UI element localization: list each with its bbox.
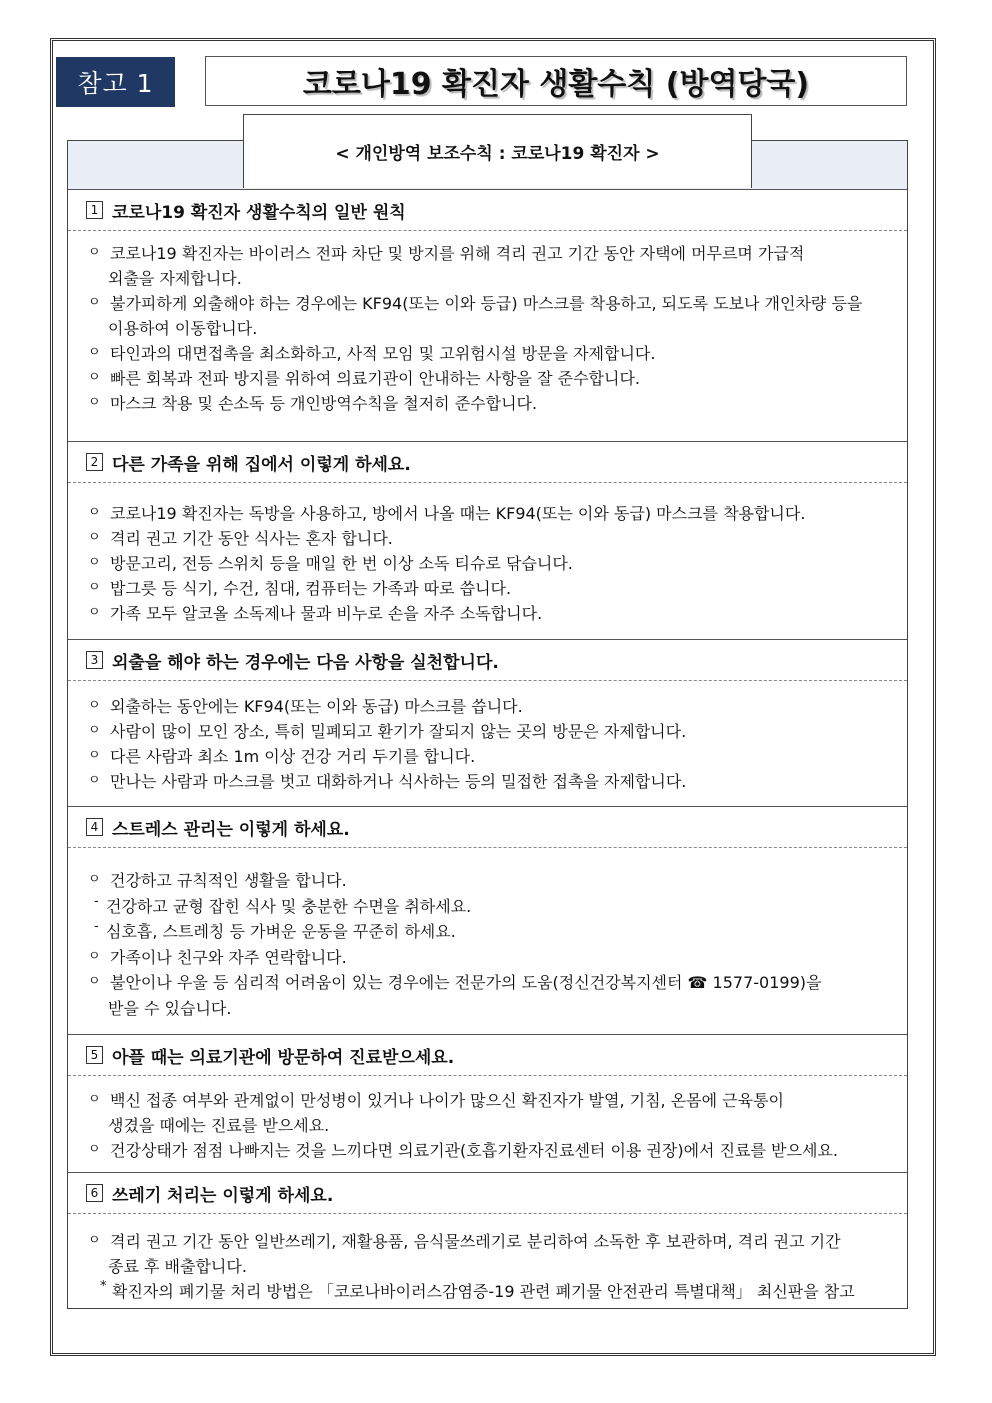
section-heading-text: 코로나19 확진자 생활수칙의 일반 원칙 [112, 202, 406, 223]
list-item-text: 건강상태가 점점 나빠지는 것을 느끼다면 의료기관(호흡기환자진료센터 이용 권장)에서 진료를 받으세요. [110, 1141, 838, 1160]
list-item-text: 종료 후 배출합니다. [108, 1257, 247, 1276]
bullet-mark: ㅇ [88, 530, 101, 545]
list-item-text: 만나는 사람과 마스크를 벗고 대화하거나 식사하는 등의 밀접한 접촉을 자제합니다. [110, 772, 687, 791]
section-heading [68, 1172, 907, 1214]
section-heading-text: 다른 가족을 위해 집에서 이렇게 하세요. [112, 454, 411, 475]
list-item-text: 확진자의 폐기물 처리 방법은 「코로나바이러스감염증-19 관련 폐기물 안전관리 특별대책」 최신판을 참고 [112, 1282, 855, 1301]
bullet-mark: * [100, 1279, 107, 1294]
list-item-text: 건강하고 균형 잡힌 식사 및 충분한 수면을 취하세요. [106, 896, 472, 916]
list-item-text: 격리 권고 기간 동안 일반쓰레기, 재활용품, 음식물쓰레기로 분리하여 소독한 후 보관하며, 격리 권고 기간 [110, 1232, 841, 1251]
bullet-mark: ㅇ [88, 1233, 101, 1248]
bullet-mark: ㅇ [88, 395, 101, 410]
list-item-text: 방문고리, 전등 스위치 등을 매일 한 번 이상 소독 티슈로 닦습니다. [110, 554, 573, 573]
section-number: 3 [86, 651, 103, 669]
section-heading-text: 스트레스 관리는 이렇게 하세요. [112, 819, 350, 840]
list-item-text: 빠른 회복과 전파 방지를 위하여 의료기관이 안내하는 사항을 잘 준수합니다. [110, 369, 640, 388]
section-number: 1 [86, 201, 103, 219]
list-item-text: 밥그릇 등 식기, 수건, 침대, 컴퓨터는 가족과 따로 씁니다. [110, 579, 512, 598]
list-item-text: 사람이 많이 모인 장소, 특히 밀폐되고 환기가 잘되지 않는 곳의 방문은 자제합니다. [110, 722, 687, 741]
bullet-mark: ㅇ [88, 872, 101, 887]
section-heading-text: 아플 때는 의료기관에 방문하여 진료받으세요. [112, 1047, 455, 1068]
bullet-mark: ㅇ [88, 1142, 101, 1157]
bullet-mark: ㅇ [88, 345, 101, 360]
section-heading-text: 쓰레기 처리는 이렇게 하세요. [112, 1185, 334, 1206]
list-item-text: 외출을 자제합니다. [108, 269, 242, 288]
content-box [67, 140, 908, 1309]
bullet-mark: - [94, 893, 99, 909]
list-item-text: 마스크 착용 및 손소독 등 개인방역수칙을 철저히 준수합니다. [110, 394, 538, 413]
section-number: 4 [86, 818, 103, 836]
bullet-mark: ㅇ [88, 555, 101, 570]
bullet-mark: ㅇ [88, 723, 101, 738]
list-item-text: 백신 접종 여부와 관계없이 만성병이 있거나 나이가 많으신 확진자가 발열, 기침, 온몸에 근육통이 [110, 1091, 784, 1110]
list-item-text: 건강하고 규칙적인 생활을 합니다. [110, 871, 347, 890]
bullet-mark: ㅇ [88, 698, 101, 713]
list-item-text: 격리 권고 기간 동안 식사는 혼자 합니다. [110, 529, 393, 548]
bullet-mark: ㅇ [88, 1092, 101, 1107]
list-item-text: 받을 수 있습니다. [108, 998, 232, 1018]
bullet-mark: ㅇ [88, 505, 101, 520]
bullet-mark: ㅇ [88, 245, 101, 260]
bullet-mark: ㅇ [88, 605, 101, 620]
section-heading [68, 639, 907, 681]
section-heading [68, 189, 907, 231]
section-number: 2 [86, 453, 103, 471]
reference-tag: 참고 1 [56, 57, 175, 107]
page-title: 코로나19 확진자 생활수칙 (방역당국) [205, 56, 907, 106]
list-item-text: 불가피하게 외출해야 하는 경우에는 KF94(또는 이와 등급) 마스크를 착용하고, 되도록 도보나 개인차량 등을 [110, 294, 863, 313]
section-heading [68, 806, 907, 848]
list-item-text: 이용하여 이동합니다. [108, 319, 258, 338]
list-item-text: 가족이나 친구와 자주 연락합니다. [110, 947, 347, 967]
section-heading-text: 외출을 해야 하는 경우에는 다음 사항을 실천합니다. [112, 652, 499, 673]
list-item-text: 가족 모두 알코올 소독제나 물과 비누로 손을 자주 소독합니다. [110, 604, 543, 623]
bullet-mark: ㅇ [88, 948, 101, 964]
list-item-text: 코로나19 확진자는 독방을 사용하고, 방에서 나올 때는 KF94(또는 이와 동급) 마스크를 착용합니다. [110, 504, 806, 523]
bullet-mark: ㅇ [88, 295, 101, 310]
bullet-mark: ㅇ [88, 748, 101, 763]
list-item-text: 다른 사람과 최소 1m 이상 건강 거리 두기를 합니다. [110, 747, 476, 766]
bullet-mark: ㅇ [88, 580, 101, 595]
bullet-mark: ㅇ [88, 773, 101, 788]
bullet-mark: ㅇ [88, 974, 101, 989]
list-item-text: 심호흡, 스트레칭 등 가벼운 운동을 꾸준히 하세요. [106, 922, 456, 941]
section-number: 6 [86, 1184, 103, 1202]
list-item-text: 생겼을 때에는 진료를 받으세요. [108, 1116, 330, 1135]
section-heading [68, 1034, 907, 1076]
bullet-mark: ㅇ [88, 370, 101, 385]
section-heading [68, 441, 907, 483]
list-item-text: 외출하는 동안에는 KF94(또는 이와 동급) 마스크를 씁니다. [110, 697, 523, 716]
subtitle: < 개인방역 보조수칙 : 코로나19 확진자 > [243, 114, 752, 188]
section-number: 5 [86, 1046, 103, 1064]
list-item-text: 코로나19 확진자는 바이러스 전파 차단 및 방지를 위해 격리 권고 기간 동안 자택에 머무르며 가급적 [110, 244, 805, 263]
bullet-mark: - [94, 919, 99, 934]
list-item-text: 타인과의 대면접촉을 최소화하고, 사적 모임 및 고위험시설 방문을 자제합니다. [110, 344, 656, 363]
list-item-text: 불안이나 우울 등 심리적 어려움이 있는 경우에는 전문가의 도움(정신건강복지센터 ☎ 1577-0199)을 [110, 973, 822, 992]
